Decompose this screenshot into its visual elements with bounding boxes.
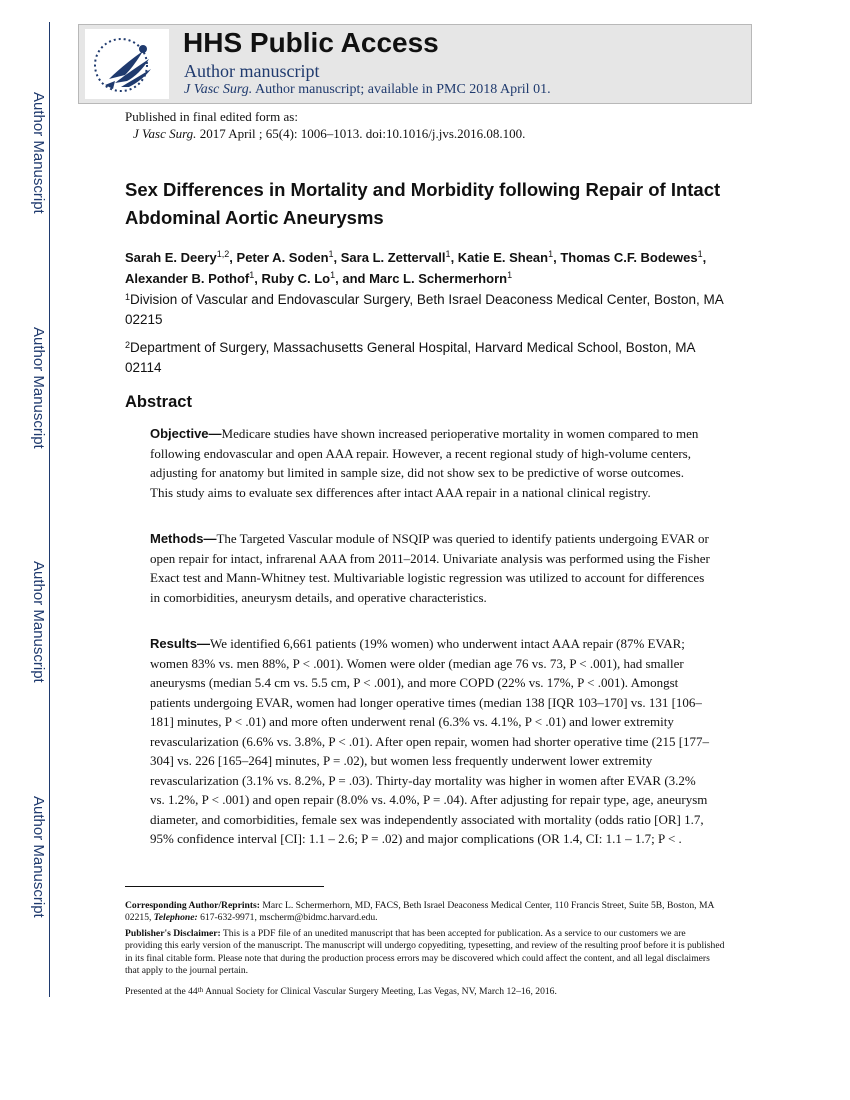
presented-post: Annual Society for Clinical Vascular Surgery Meeting, Las Vegas, NV, March 12–16, 2016.	[205, 986, 557, 997]
publication-citation	[133, 126, 525, 142]
presented-pre: Presented at the 44	[125, 986, 198, 997]
author-separator: ,	[450, 250, 458, 265]
sidebar-label: Author Manuscript	[30, 327, 47, 449]
header-availability: Author manuscript; available in PMC 2018 April 01.	[255, 82, 551, 97]
author-separator: ,	[229, 250, 237, 265]
hhs-eagle-logo	[85, 29, 169, 99]
objective-text: Medicare studies have shown increased perioperative mortality in women compared to men following endovascular and open AAA repair. However, a recent regional study of high-volume centers, adjusting for anatomy but limited in sample size, did not show sex to be predictive of worse outcomes. This study aims to evaluate sex differences after intact AAA repair in a national clinical registry.	[150, 426, 699, 500]
author-affil-sup: 1	[330, 270, 336, 280]
author-name: Sarah E. Deery	[125, 250, 217, 265]
sidebar-label: Author Manuscript	[30, 92, 47, 214]
header-subtitle: Author manuscript	[184, 61, 320, 81]
author-separator: , and	[335, 271, 370, 286]
publication-journal: J Vasc Surg.	[133, 126, 197, 141]
author-name: Marc L. Schermerhorn	[369, 271, 508, 286]
corr-label: Corresponding Author/Reprints:	[125, 900, 260, 911]
affiliation-text: Department of Surgery, Massachusetts General Hospital, Harvard Medical School, Boston, MA 02114	[125, 340, 695, 375]
footnote-rule	[125, 886, 324, 887]
results-text: We identified 6,661 patients (19% women) who underwent intact AAA repair (87% EVAR; women 83% vs. men 88%, P < .001). Women were older (median age 76 vs. 73, P < .001), had smaller aneurysms (median 5.4 cm vs. 5.5 cm, P < .001), and more COPD (22% vs. 17%, P < .001). Amongst patients undergoing EVAR, women had longer operative times (median 138 [IQR 103–170] vs. 131 [106–181] minutes, P < .01) and more often underwent renal (6.3% vs. 4.1%, P < .01) and lower extremity revascularization (6.6% vs. 3.8%, P < .01). After open repair, women had shorter operative time (215 [177–304] vs. 226 [165–264] minutes, P = .02), but women less frequently underwent lower extremity revascularization (3.1% vs. 8.2%, P = .03). Thirty-day mortality was higher in women after EVAR (3.2% vs. 1.2%, P < .001) and open repair (8.0% vs. 4.0%, P = .04). After adjusting for repair type, age, aneurysm diameter, and comorbidities, female sex was independently associated with mortality (odds ratio [OR] 1.7, 95% confidence interval [CI]: 1.1 – 2.6; P = .02) and major complications (OR 1.4, CI: 1.1 – 1.7; P < .	[150, 636, 710, 846]
affiliation	[125, 290, 725, 330]
author-name: Ruby C. Lo	[261, 271, 331, 286]
author-separator: ,	[254, 271, 262, 286]
paper-title: Sex Differences in Mortality and Morbidity following Repair of Intact Abdominal Aortic Aneurysms	[125, 179, 721, 228]
author-name: Alexander B. Pothof	[125, 271, 250, 286]
sidebar-label: Author Manuscript	[30, 561, 47, 683]
abstract-results	[150, 634, 710, 849]
author-name: Thomas C.F. Bodewes	[560, 250, 698, 265]
author-affil-sup: 1	[697, 249, 703, 259]
tel-text: 617-632-9971, mscherm@bidmc.harvard.edu.	[200, 912, 378, 924]
author-separator: ,	[553, 250, 561, 265]
sidebar-rule	[49, 22, 50, 997]
affiliation	[125, 338, 725, 378]
author-affil-sup: 1	[249, 270, 255, 280]
tel-label: Telephone:	[153, 912, 198, 924]
disclaimer-label: Publisher's Disclaimer:	[125, 928, 221, 939]
results-label: Results—	[150, 636, 210, 651]
author-separator: ,	[702, 250, 707, 265]
objective-label: Objective—	[150, 426, 222, 441]
methods-label: Methods—	[150, 531, 217, 546]
presented-sup: th	[197, 986, 204, 994]
author-name: Peter A. Soden	[236, 250, 329, 265]
affiliation-number: 1	[125, 292, 131, 302]
abstract-heading: Abstract	[125, 393, 192, 411]
corr-text: Marc L. Schermerhorn, MD, FACS, Beth Israel Deaconess Medical Center, 110 Francis Street, Suite 5B, Boston, MA 02215,	[125, 900, 714, 924]
abstract-methods	[150, 529, 710, 607]
author-affil-sup: 1	[445, 249, 451, 259]
sidebar-label: Author Manuscript	[30, 796, 47, 918]
disclaimer-text: This is a PDF file of an unedited manuscript that has been accepted for publication. As a service to our customers we are providing this early version of the manuscript. The manuscript will undergo copyediting, typesetting, and review of the resulting proof before it is published in its final citable form. Please note that during the production process errors may be discovered which could affect the content, and all legal disclaimers that apply to the journal pertain.	[125, 928, 725, 977]
author-name: Katie E. Shean	[457, 250, 549, 265]
header-journal: J Vasc Surg.	[184, 82, 253, 97]
author-affil-sup: 1,2	[216, 249, 230, 259]
author-separator: ,	[333, 250, 341, 265]
header-title: HHS Public Access	[183, 27, 439, 58]
author-list	[125, 247, 725, 289]
author-name: Sara L. Zettervall	[340, 250, 446, 265]
publisher-disclaimer	[125, 928, 725, 978]
hhs-header	[78, 24, 752, 104]
affiliation-number: 2	[125, 340, 131, 350]
methods-text: The Targeted Vascular module of NSQIP was queried to identify patients undergoing EVAR or open repair for intact, infrarenal AAA from 2011–2014. Univariate analysis was performed using the Fisher Exact test and Mann-Whitney test. Multivariable logistic regression was utilized to account for differences in comorbidities, aneurysm details, and operative characteristics.	[150, 531, 710, 605]
affiliation-text: Division of Vascular and Endovascular Surgery, Beth Israel Deaconess Medical Center, Boston, MA 02215	[125, 292, 724, 327]
author-affil-sup: 1	[507, 270, 513, 280]
author-affil-sup: 1	[328, 249, 334, 259]
corresponding-author-footnote	[125, 900, 725, 925]
header-journal-line	[184, 82, 551, 98]
publication-label: Published in final edited form as:	[125, 109, 298, 124]
publication-details: 2017 April ; 65(4): 1006–1013. doi:10.1016/j.jvs.2016.08.100.	[199, 126, 526, 141]
author-affil-sup: 1	[548, 249, 554, 259]
presented-note	[125, 986, 725, 998]
abstract-objective	[150, 424, 710, 502]
